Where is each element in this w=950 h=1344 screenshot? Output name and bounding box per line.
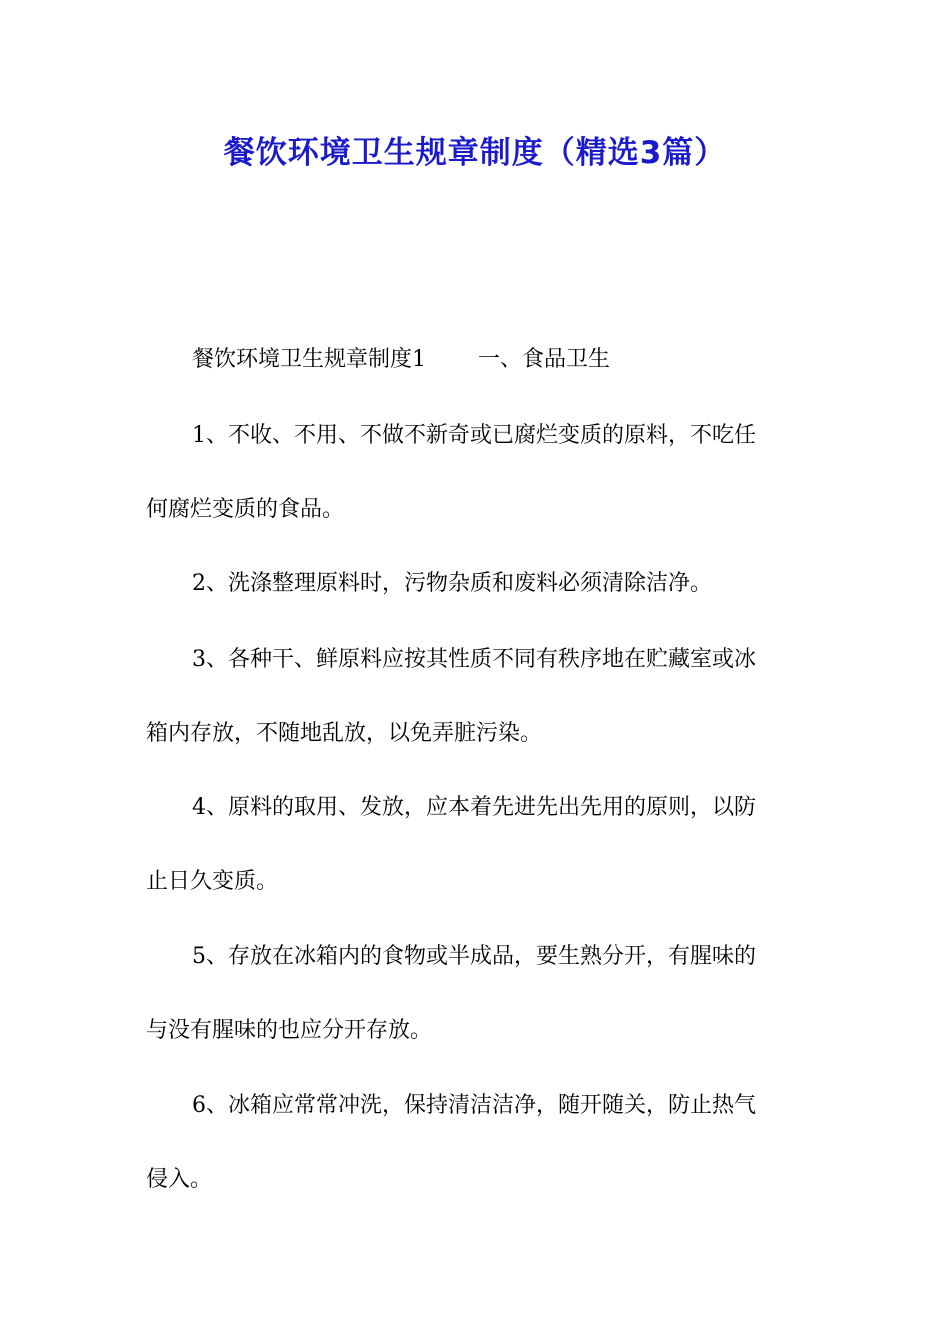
paragraph-line: 何腐烂变质的食品。 — [146, 497, 345, 522]
paragraph-line: 2、洗涤整理原料时，污物杂质和废料必须清除洁净。 — [192, 571, 712, 596]
paragraph-line: 与没有腥味的也应分开存放。 — [146, 1018, 433, 1043]
paragraph-line: 5、存放在冰箱内的食物或半成品，要生熟分开，有腥味的 — [192, 944, 756, 969]
heading-line — [192, 342, 808, 378]
section-heading: 一、食品卫生 — [478, 347, 611, 372]
paragraph-line: 6、冰箱应常常冲洗，保持清洁洁净，随开随关，防止热气 — [192, 1093, 756, 1118]
paragraph-line: 1、不收、不用、不做不新奇或已腐烂变质的原料，不吃任 — [192, 423, 756, 448]
paragraph-line: 4、原料的取用、发放，应本着先进先出先用的原则，以防 — [192, 795, 756, 820]
heading-label: 餐饮环境卫生规章制度1 — [192, 347, 426, 372]
document-title: 餐饮环境卫生规章制度（精选3篇） — [223, 135, 727, 171]
paragraph-line: 侵入。 — [146, 1167, 213, 1192]
paragraph-line: 止日久变质。 — [146, 869, 279, 894]
paragraph-line: 箱内存放，不随地乱放，以免弄脏污染。 — [146, 721, 543, 746]
paragraph-line: 3、各种干、鲜原料应按其性质不同有秩序地在贮藏室或冰 — [192, 647, 756, 672]
